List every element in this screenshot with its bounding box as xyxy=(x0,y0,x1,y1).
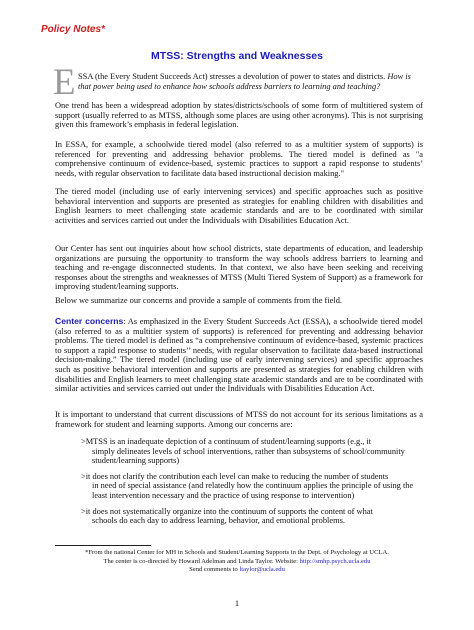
concerns-list xyxy=(81,437,426,532)
footnote-contact-text: Send comments to xyxy=(189,566,240,573)
page-title: MTSS: Strengths and Weaknesses xyxy=(151,50,323,62)
paragraph-summary: Below we summarize our concerns and provide a sample of comments from the field. xyxy=(55,296,342,305)
footnote-contact xyxy=(0,566,474,574)
bullet-marker: > xyxy=(81,471,86,481)
email-link[interactable]: ltaylor@ucla.edu xyxy=(239,566,285,573)
paragraph-center-inquiries: Our Center has sent out inquiries about how school districts, state departments of education, and leadership organizations are pursuing the opportunity to transform the way schools address barriers to learning and teaching and re-engage disconnected students. In that context, we also have been seeking and receiving responses about the strengths and weaknesses of MTSS (Multi Tiered System of Support) as a framework for improving student/learning supports. xyxy=(55,244,423,292)
footnote-codirectors-text: The center is co-directed by Howard Adelman and Linda Taylor. Website: xyxy=(103,558,300,565)
drop-cap-letter: E xyxy=(53,62,76,103)
website-link[interactable]: http://smhp.psych.ucla.edu xyxy=(299,558,371,565)
bullet-first-line: it does not clarify the contribution each level can make to reducing the number of students xyxy=(85,471,389,481)
bullet-first-line: MTSS is an inadequate depiction of a continuum of student/learning supports (e.g., it xyxy=(85,437,372,446)
footnote-divider xyxy=(55,545,151,546)
intro-question: How is that power being used to enhance how schools address barriers to learning and teaching? xyxy=(78,72,411,91)
paragraph-trend: One trend has been a widespread adoption by states/districts/schools of some form of multitiered system of support (usually referred to as MTSS, although some places are using other acronyms). This is not surprising given this framework’s emphasis in federal legislation. xyxy=(55,101,423,130)
bullet-continuation: in need of special assistance (and relatedly how the continuum applies the principle of using the least intervention necessary and the practice of using response to intervention) xyxy=(92,481,414,500)
bullet-continuation: schools do each day to address learning, behavior, and emotional problems. xyxy=(92,516,345,526)
bullet-marker: > xyxy=(81,506,86,516)
paragraph-tiered-model: The tiered model (including use of early intervening services) and specific approaches such as positive behavioral intervention and supports are presented as strategies for enabling children with disabilities and English learners to meet challenging state academic standards and are to be coordinated with similar activities and services carried out under the Individuals with Disabilities Education Act. xyxy=(55,187,423,225)
policy-notes-label: Policy Notes* xyxy=(41,24,105,35)
bullet-marker: > xyxy=(81,437,86,446)
footnote-source: *From the national Center for MH in Schools and Student/Learning Supports in the Dept. of Psychology at UCLA. xyxy=(85,549,389,556)
list-item xyxy=(81,437,426,466)
paragraph-essa: In ESSA, for example, a schoolwide tiered model (also referred to as a multitier system of supports) is referenced for preventing and addressing behavior problems. The tiered model is defined as "a comprehensive continuum of evidence-based, systemic practices to support a rapid response to students’ needs, with regular observation to facilitate data based instructional decision making." xyxy=(55,140,423,178)
center-concerns-heading: Center concerns xyxy=(55,316,124,326)
intro-text: SSA (the Every Student Succeeds Act) stresses a devolution of power to states and districts. xyxy=(78,72,386,81)
bullet-continuation: simply delineates levels of school interventions, rather than subsystems of school/community student/learning supports) xyxy=(92,446,405,466)
center-concerns-text: : As emphasized in the Every Student Succeeds Act (ESSA), a schoolwide tiered model (also referred to as a multitier system of supports) is referenced for preventing and addressing behavior problems. The tiered model is defined as “a comprehensive continuum of evidence-based, systemic practices to support a rapid response to students’’ needs, with regular observation to facilitate data-based instructional decision-making.” The tiered model (including use of early intervening services) and specific approaches such as positive behavioral intervention and supports are presented as strategies for enabling children with disabilities and English learners to meet challenging state academic standards and are to be coordinated with similar activities and services carried out under the Individuals with Disabilities Education Act. xyxy=(55,317,423,394)
list-item xyxy=(81,472,426,501)
list-item xyxy=(81,507,426,526)
center-concerns-paragraph xyxy=(55,317,423,394)
paragraph-important: It is important to understand that current discussions of MTSS do not account for its serious limitations as a framework for student and learning supports. Among our concerns are: xyxy=(55,410,423,429)
bullet-first-line: it does not systematically organize into the continuum of supports the content of what xyxy=(85,506,373,516)
footnote-codirectors xyxy=(0,558,474,566)
intro-paragraph xyxy=(78,72,423,91)
page-number: 1 xyxy=(234,599,240,608)
